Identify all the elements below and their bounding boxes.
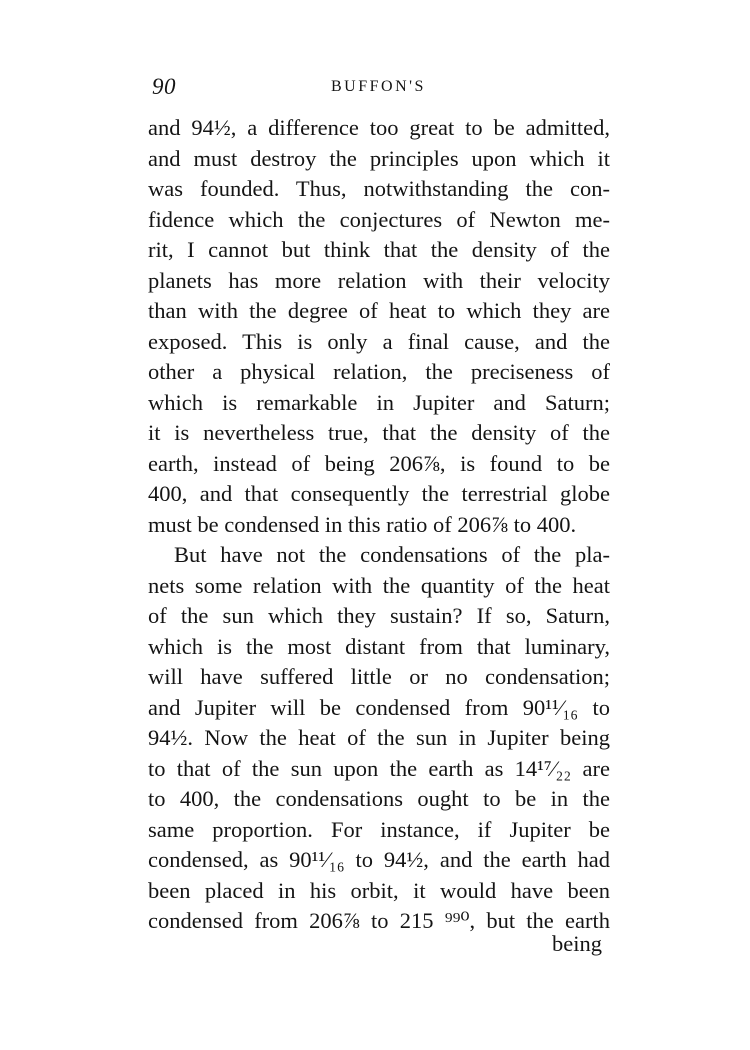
text-line: was founded. Thus, notwithstanding the con- <box>148 176 610 201</box>
text-line: will have suffered little or no condensation; <box>148 664 610 689</box>
text-line: and must destroy the principles upon which it <box>148 145 610 171</box>
text-line: condensed from 206⅞ to 215 ⁹⁹⁰, but the earth <box>148 908 610 933</box>
text-line: condensed, as 90¹¹⁄₁₆ to 94½, and the earth had <box>148 847 610 872</box>
text-line: than with the degree of heat to which they are <box>148 298 610 323</box>
text-line: 400, and that consequently the terrestrial globe <box>148 481 610 506</box>
body-text <box>148 113 610 937</box>
text-line: to 400, the condensations ought to be in the <box>148 786 610 811</box>
page-number: 90 <box>152 74 176 99</box>
catchword: being <box>552 931 602 956</box>
text-line: 94½. Now the heat of the sun in Jupiter being <box>148 725 610 750</box>
text-line: same proportion. For instance, if Jupiter be <box>148 816 610 842</box>
text-line: exposed. This is only a final cause, and the <box>148 328 610 354</box>
text-line: rit, I cannot but think that the density of the <box>148 237 610 262</box>
text-line: other a physical relation, the preciseness of <box>148 359 610 384</box>
text-line: and Jupiter will be condensed from 90¹¹⁄₁₆ to <box>148 694 610 720</box>
text-line: must be condensed in this ratio of 206⅞ to 400. <box>148 511 577 537</box>
text-line: nets some relation with the quantity of the heat <box>148 572 610 598</box>
text-line: of the sun which they sustain? If so, Saturn, <box>148 603 610 628</box>
text-line: fidence which the conjectures of Newton me- <box>148 206 610 232</box>
text-line: which is the most distant from that luminary, <box>148 633 610 659</box>
text-line: But have not the condensations of the pla- <box>174 542 610 567</box>
text-line: planets has more relation with their velocity <box>148 267 610 293</box>
running-head: BUFFON'S <box>331 78 426 95</box>
text-line: which is remarkable in Jupiter and Saturn; <box>148 389 610 415</box>
text-line: it is nevertheless true, that the density of the <box>148 420 610 445</box>
text-line: been placed in his orbit, it would have been <box>148 877 610 903</box>
text-line: and 94½, a difference too great to be admitted, <box>148 115 610 140</box>
text-line: to that of the sun upon the earth as 14¹⁷⁄₂₂ are <box>148 755 610 781</box>
page-header <box>148 74 610 104</box>
text-line: earth, instead of being 206⅞, is found to be <box>148 450 610 476</box>
